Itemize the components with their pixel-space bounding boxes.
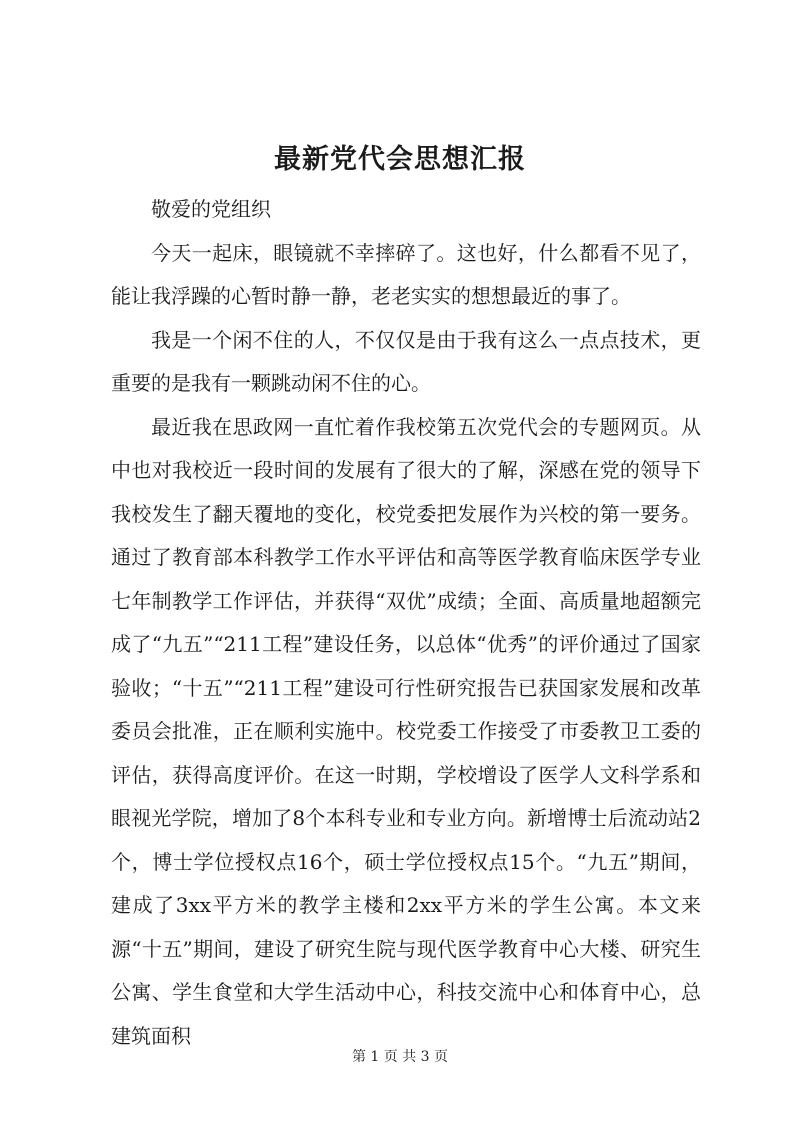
document-title: 最新党代会思想汇报	[274, 144, 526, 175]
paragraph-2: 我是一个闲不住的人，不仅仅是由于我有这么一点点技术，更重要的是我有一颗跳动闲不住的心。	[111, 327, 701, 395]
document-body	[111, 188, 701, 1058]
paragraph-1: 今天一起床，眼镜就不幸摔碎了。这也好，什么都看不见了，能让我浮躁的心暂时静一静，老老实实的想想最近的事了。	[111, 240, 701, 308]
paragraph-3: 最近我在思政网一直忙着作我校第五次党代会的专题网页。从中也对我校近一段时间的发展有了很大的了解，深感在党的领导下我校发生了翻天覆地的变化，校党委把发展作为兴校的第一要务。通过了教育部本科教学工作水平评估和高等医学教育临床医学专业七年制教学工作评估，并获得“双优”成绩；全面、高质量地超额完成了“九五”“211工程”建设任务，以总体“优秀”的评价通过了国家验收；“十五”“211工程”建设可行性研究报告已获国家发展和改革委员会批准，正在顺利实施中。校党委工作接受了市委教卫工委的评估，获得高度评价。在这一时期，学校增设了医学人文科学系和眼视光学院，增加了8个本科专业和专业方向。新增博士后流动站2个，博士学位授权点16个，硕士学位授权点15个。“九五”期间，建成了3xx平方米的教学主楼和2xx平方米的学生公寓。本文来源“十五”期间，建设了研究生院与现代医学教育中心大楼、研究生公寓、学生食堂和大学生活动中心，科技交流中心和体育中心，总建筑面积	[111, 414, 701, 1048]
salutation: 敬爱的党组织	[151, 197, 271, 221]
page-footer: 第 1 页 共 3 页	[351, 1049, 449, 1065]
